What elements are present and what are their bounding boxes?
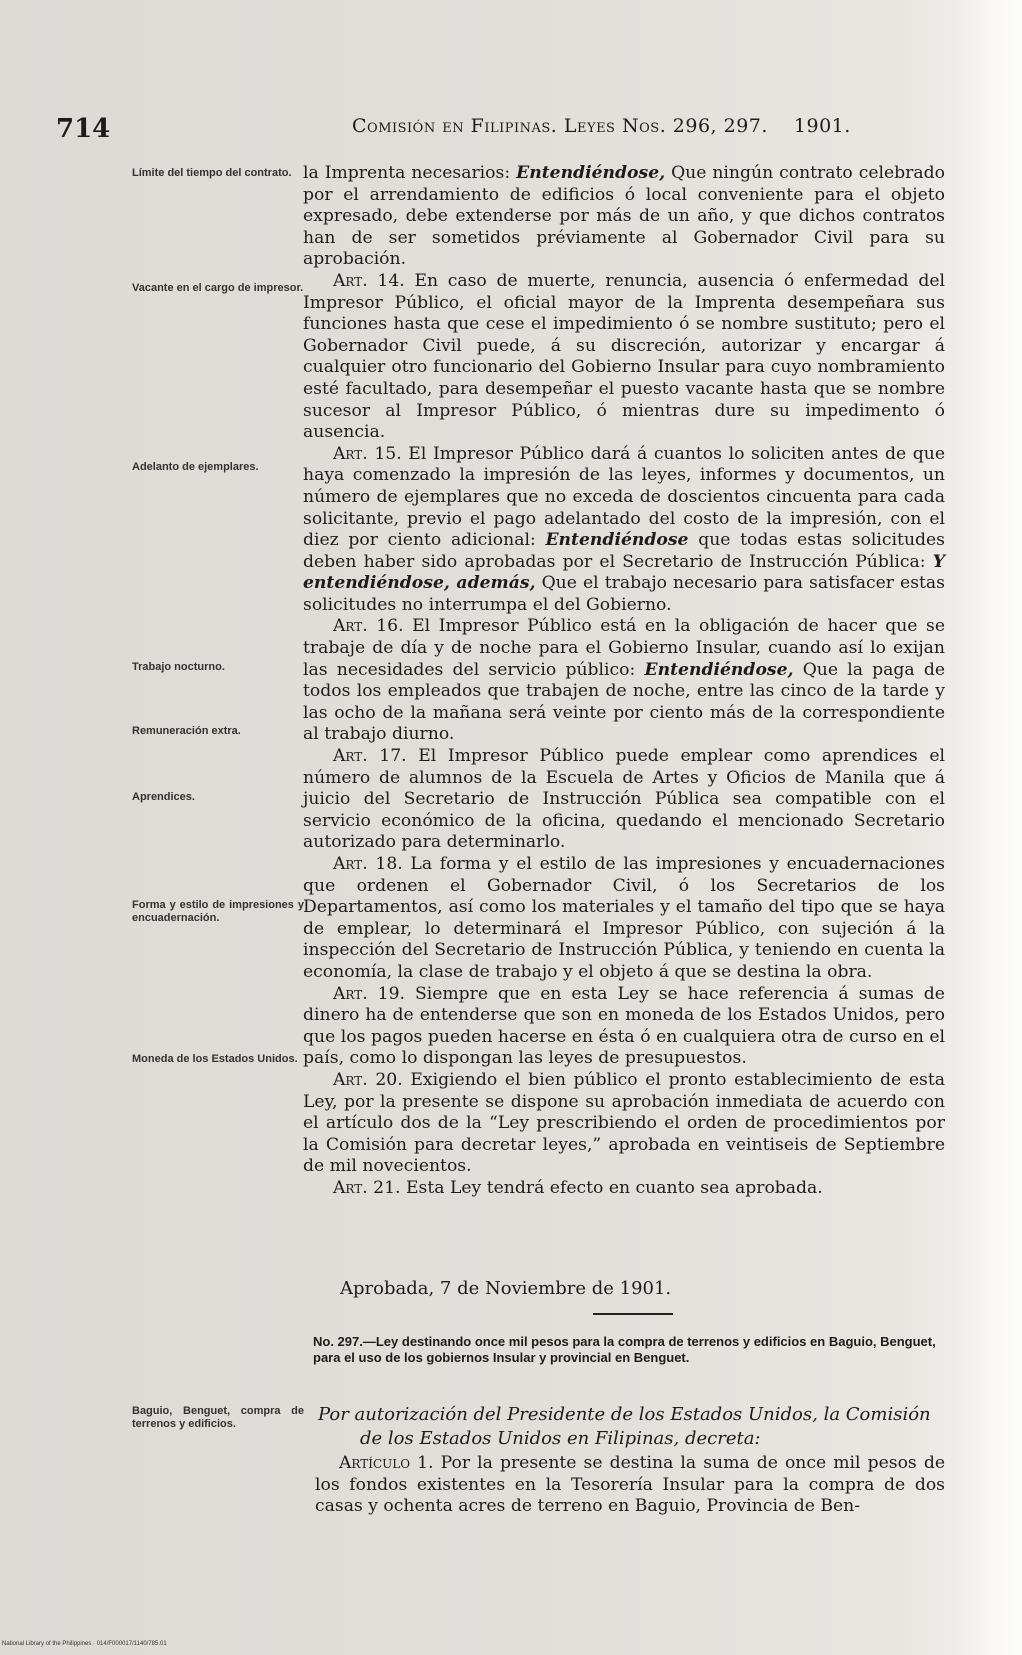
paragraph-continuation: la Imprenta necesarios: Entendiéndose, Que ningún contrato celebrado por el arrendamiento de edificios ó local conveniente para el objeto expresado, debe extenderse por más de un año, y que dichos contratos han de ser sometidos préviamente al Gobernador Civil para su aprobación. [303,163,945,270]
margin-note-vacancy: Vacante en el cargo de impresor. [132,282,304,294]
page-edge-shadow [952,0,1022,1655]
running-head-year: 1901. [793,115,851,137]
article-17: Art. 17. El Impresor Público puede emplear como aprendices el número de alumnos de la Escuela de Artes y Oficios de Manila que á juicio del Secretario de Instrucción Pública sea compatible con el servicio económico de la oficina, quedando el mencionado Secretario autorizado para determinarlo. [303,746,945,853]
article-18: Art. 18. La forma y el estilo de las impresiones y encuadernaciones que ordenen el Gobernador Civil, ó los Secretarios de los Departamentos, así como los materiales y el tamaño del tipo que se haya de emplear, lo determinará el Impresor Público, con sujeción á la inspección del Secretario de Instrucción Pública, y teniendo en cuenta la economía, la clase de trabajo y el objeto á que se destina la obra. [303,854,946,982]
margin-note-apprentices: Aprendices. [132,791,195,803]
enacting-clause-line-2: de los Estados Unidos en Filipinas, decreta: [360,1428,761,1449]
law-title: —Ley destinando once mil pesos para la compra de terrenos y edificios en Baguio, Benguet, para el uso de los gobiernos Insular y provincial en Benguet. [313,1334,936,1365]
enacting-clause-line-1: Por autorización del Presidente de los Estados Unidos, la Comisión [318,1404,931,1425]
enacting-clause [318,1403,945,1451]
article-16: Art. 16. El Impresor Público está en la obligación de hacer que se trabaje de día y de noche para el Gobierno Insular, cuando así lo exijan las necesidades del servicio público: Entendiéndose, Que la paga de todos los empleados que trabajen de noche, entre las cinco de la tarde y las ocho de la mañana será veinte por ciento más de la correspondiente al trabajo diurno. [303,616,945,745]
running-head [352,115,851,137]
article-20: Art. 20. Exigiendo el bien público el pronto establecimiento de esta Ley, por la presente se dispone su aprobación inmediata de acuerdo con el artículo dos de la “Ley prescribiendo el orden de procedimientos por la Comisión para decretar leyes,” aprobada en veintiseis de Septiembre de mil novecientos. [303,1069,945,1177]
article-15: Art. 15. El Impresor Público dará á cuantos lo soliciten antes de que haya comenzado la impresión de las leyes, informes y documentos, un número de ejemplares que no exceda de doscientos cincuenta para cada solicitante, previo el pago adelantado del costo de la impresión, con el diez por ciento adicional: Entendiéndose que todas estas solicitudes deben haber sido aprobadas por el Secretario de Instrucción Pública: Y entendiéndose, además, Que el trabajo necesario para satisfacer estas solicitudes no interrumpa el del Gobierno. [303,443,946,615]
margin-note-contract-term: Límite del tiempo del contrato. [132,167,292,179]
article-21: Art. 21. Esta Ley tendrá efecto en cuanto sea aprobada. [333,1177,823,1198]
law-297-heading [313,1334,945,1366]
body-text [303,163,945,1200]
approval-date: Aprobada, 7 de Noviembre de 1901. [340,1278,672,1299]
law-297-article-1: Artículo 1. Por la presente se destina la suma de once mil pesos de los fondos existentes en la Tesorería Insular para la compra de dos casas y ochenta acres de terreno en Baguio, Provincia de Ben- [315,1453,945,1517]
article-19: Art. 19. Siempre que en esta Ley se hace referencia á sumas de dinero ha de entenderse que son en moneda de los Estados Unidos, pero que los pagos pueden hacerse en ésta ó en cualquiera otra de curso en el país, como lo dispongan las leyes de presupuestos. [303,983,945,1069]
scan-footer: National Library of the Philippines · 014/F000017/1140/785.01 [2,1641,167,1647]
margin-note-baguio: Baguio, Benguet, compra de terrenos y edificios. [132,1405,304,1430]
page-number: 714 [56,114,111,144]
margin-note-form-style: Forma y estilo de impresiones y encuadernación. [132,899,304,924]
margin-note-extra-pay: Remuneración extra. [132,725,241,737]
margin-note-night-work: Trabajo nocturno. [132,661,225,673]
law-number: No. 297. [313,1334,363,1349]
running-head-title: Comisión en Filipinas. Leyes Nos. 296, 297. [352,115,768,137]
article-14: Art. 14. En caso de muerte, renuncia, ausencia ó enfermedad del Impresor Público, el oficial mayor de la Imprenta desempeñara sus funciones hasta que cese el impedimiento ó se nombre sustituto; pero el Gobernador Civil puede, á su discreción, autorizar y encargar á cualquier otro funcionario del Gobierno Insular para cuyo nombramiento esté facultado, para desempeñar el puesto vacante hasta que se nombre sucesor al Impresor Público, ó mientras dure su impedimento ó ausencia. [303,270,945,443]
margin-note-currency: Moneda de los Estados Unidos. [132,1053,298,1065]
margin-note-advance-copies: Adelanto de ejemplares. [132,461,259,473]
section-divider [593,1313,673,1315]
